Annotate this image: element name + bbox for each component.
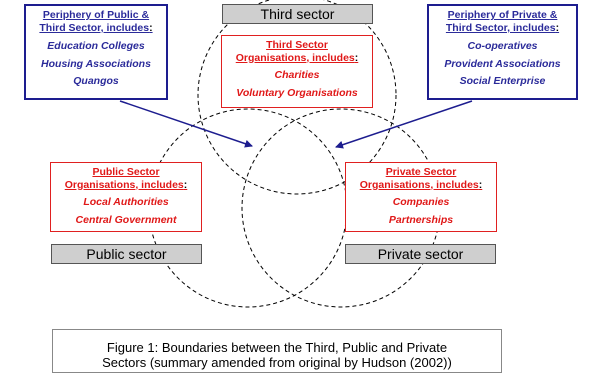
- public-sector-orgs-heading: Public Sector Organisations, includes:: [64, 166, 188, 191]
- list-item: Charities: [274, 69, 320, 81]
- periphery-public-third-heading: Periphery of Public & Third Sector, includes:: [39, 9, 153, 34]
- list-item: Social Enterprise: [459, 75, 546, 87]
- list-item: Voluntary Organisations: [236, 86, 358, 99]
- list-item: Central Government: [75, 213, 177, 226]
- private-sector-label: Private sector: [345, 244, 496, 264]
- periphery-private-third-box: [427, 4, 578, 100]
- public-sector-orgs-box: [50, 162, 202, 232]
- list-item: Partnerships: [388, 213, 454, 226]
- caption-line-2: Sectors (summary amended from original by Hudson (2002)): [102, 355, 452, 370]
- list-item: Quangos: [73, 75, 119, 87]
- third-sector-label: Third sector: [222, 4, 373, 24]
- figure-caption: [52, 329, 502, 373]
- periphery-public-third-box: [24, 4, 168, 100]
- list-item: Companies: [392, 196, 450, 208]
- private-sector-orgs-heading: Private Sector Organisations, includes:: [359, 166, 483, 191]
- public-sector-label: Public sector: [51, 244, 202, 264]
- third-sector-orgs-heading: Third Sector Organisations, includes:: [235, 39, 359, 64]
- list-item: Provident Associations: [444, 57, 561, 70]
- list-item: Co-operatives: [467, 40, 538, 52]
- periphery-private-third-heading: Periphery of Private & Third Sector, includes:: [445, 9, 560, 34]
- list-item: Education Colleges: [47, 40, 145, 52]
- third-sector-orgs-box: [221, 35, 373, 108]
- private-sector-orgs-box: [345, 162, 497, 232]
- list-item: Housing Associations: [41, 57, 151, 70]
- list-item: Local Authorities: [83, 196, 169, 208]
- caption-line-1: Figure 1: Boundaries between the Third, Public and Private: [106, 340, 448, 355]
